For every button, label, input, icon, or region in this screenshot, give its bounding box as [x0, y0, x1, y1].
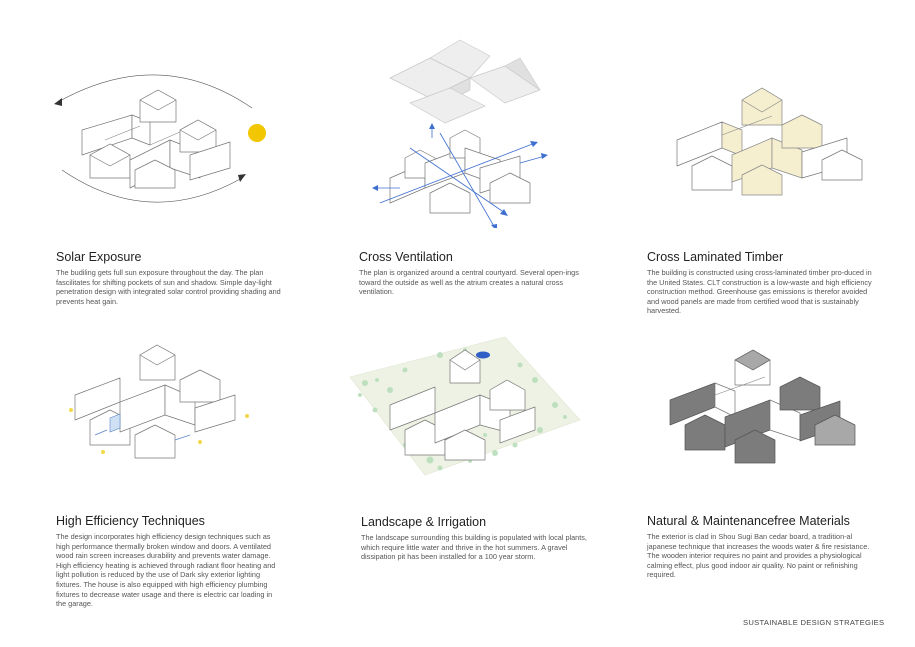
panel-title-natural-materials: Natural & Maintenancefree Materials: [647, 514, 850, 528]
cross-ventilation-diagram: [370, 28, 560, 228]
charred-cedar-cladding: [670, 350, 855, 463]
panel-title-cross-laminated-timber: Cross Laminated Timber: [647, 250, 784, 264]
panel-title-landscape-irrigation: Landscape & Irrigation: [361, 515, 487, 529]
timber-panels: [677, 88, 862, 195]
shou-sugi-ban-cladding-diagram: [665, 345, 865, 470]
panel-description-solar-exposure: The budiling gets full sun exposure throughout the day. The plan fascilitates for shifting pockets of sun and shadow. Simple day-light penetration design with integrated solar control providing shading and prevents heat gain.: [56, 268, 281, 306]
panel-description-landscape-irrigation: The landscape surrounding this building is populated with local plants, which require little water and thrive in the hot summers. A gravel dissipation pit has been installed for a 100 year storm.: [361, 533, 587, 562]
panel-description-natural-materials: The exterior is clad in Shou Sugi Ban cedar board, a tradition-al japanese technique that increases the woods water & fire resistance. The wooden interior requires no paint and provides a physiological calming effect, plus good indoor air quality. No paint or refinishing required.: [647, 532, 870, 580]
panel-title-cross-ventilation: Cross Ventilation: [359, 250, 453, 264]
panel-description-cross-ventilation: The plan is organized around a central courtyard. Several open-ings toward the outside as well as the atrium creates a natural cross ventilation.: [359, 268, 579, 297]
solar-exposure-diagram: [40, 60, 280, 220]
building-massing: [82, 90, 230, 188]
panel-title-high-efficiency-techniques: High Efficiency Techniques: [56, 514, 205, 528]
building-massing: [75, 345, 235, 458]
clt-structure-diagram: [672, 80, 872, 200]
panel-description-high-efficiency-techniques: The design incorporates high efficiency design techniques such as high performance thermally broken window and doors. A ventilated wood rain screen increases durability and prevents water damage. High efficiency heating is achieved through radiant floor heating and light pollution is reduced by the use of Dark sky exterior lighting fixtures. The house is also equipped with high efficiency plumbing fixtures to decrease water usage and there is electric car loading in the garage.: [56, 532, 276, 609]
panel-title-solar-exposure: Solar Exposure: [56, 250, 142, 264]
panel-description-cross-laminated-timber: The building is constructed using cross-laminated timber pro-duced in the United States. CLT construction is a low-waste and high efficiency construction method. Greenhouse gas emissions is therefor avoided and wood panels are made from certified wood that is sustainably harvested.: [647, 268, 872, 316]
building-massing: [390, 130, 530, 213]
gravel-dissipation-pit: [476, 352, 490, 359]
exploded-roof-planes: [390, 40, 540, 123]
landscape-irrigation-diagram: [345, 335, 585, 480]
page-footer-label: SUSTAINABLE DESIGN STRATEGIES: [743, 618, 885, 627]
sun-icon: [248, 124, 266, 142]
high-efficiency-diagram: [65, 340, 265, 470]
